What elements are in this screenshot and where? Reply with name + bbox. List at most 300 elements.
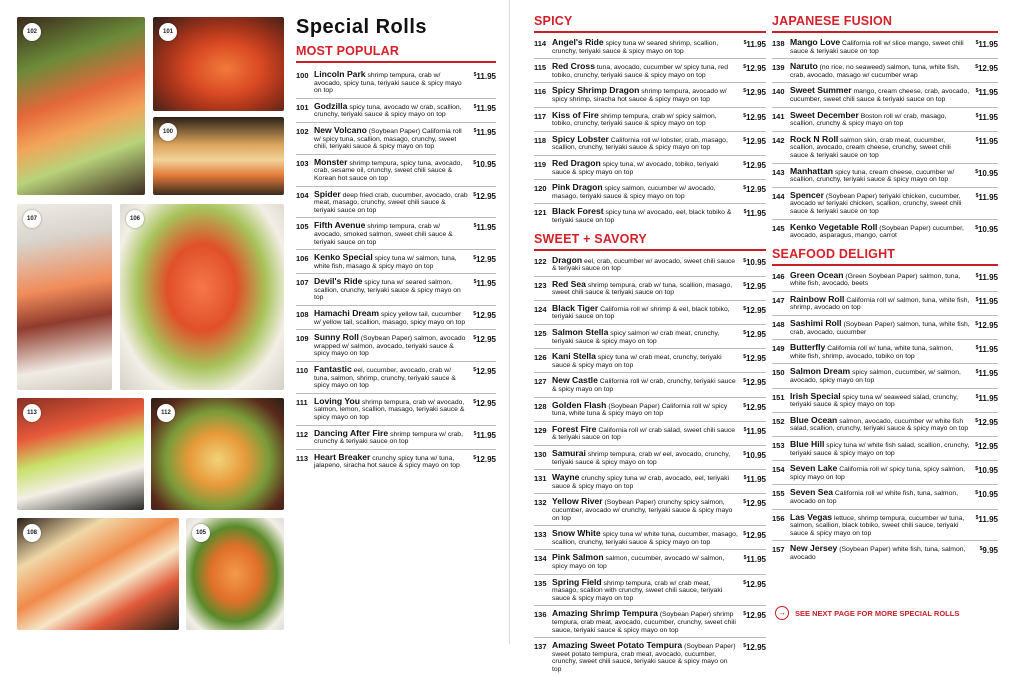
item-price bbox=[976, 88, 998, 97]
item-number: 116 bbox=[534, 87, 546, 96]
item-price-value: 10.95 bbox=[978, 225, 998, 234]
currency-symbol: $ bbox=[976, 137, 979, 143]
item-body bbox=[790, 441, 970, 457]
menu-item bbox=[534, 446, 766, 470]
item-number: 131 bbox=[534, 474, 547, 483]
menu-item bbox=[772, 83, 998, 107]
item-name: Fifth Avenue bbox=[314, 220, 365, 230]
item-number: 154 bbox=[772, 465, 785, 474]
menu-item bbox=[296, 67, 496, 99]
menu-item bbox=[534, 422, 766, 446]
item-number: 114 bbox=[534, 39, 546, 48]
currency-symbol: $ bbox=[976, 369, 979, 375]
item-price bbox=[976, 369, 998, 378]
item-number: 119 bbox=[534, 160, 546, 169]
item-price-value: 11.95 bbox=[476, 72, 496, 81]
item-price bbox=[975, 225, 998, 234]
item-name: Forest Fire bbox=[552, 424, 596, 434]
item-description: shrimp tempura, crab w/ avocado, spicy tuna, teriyaki sauce & spicy mayo on top bbox=[314, 72, 462, 94]
currency-symbol: $ bbox=[743, 113, 746, 119]
item-body bbox=[552, 184, 738, 200]
item-description: spicy tuna w/ seared salmon, scallion, crunchy, teriyaki sauce & spicy mayo on top bbox=[314, 279, 461, 301]
item-name: Golden Flash bbox=[552, 400, 606, 410]
item-price-value: 12.95 bbox=[746, 611, 766, 620]
item-body bbox=[552, 305, 738, 321]
item-description: (Soybean Paper) teriyaki chicken, cucumber, avocado w/ teriyaki chicken, scallion, crunchy, sweet chili sauce & teriyaki sauce on top bbox=[790, 193, 961, 215]
item-name: Pink Salmon bbox=[552, 552, 604, 562]
item-name: Spencer bbox=[790, 190, 824, 200]
item-name: Pink Dragon bbox=[552, 182, 603, 192]
item-description: California roll w/ slice mango, sweet chili sauce & teriyaki sauce on top bbox=[790, 40, 964, 55]
item-name: Sunny Roll bbox=[314, 332, 359, 342]
item-name: Spicy Shrimp Dragon bbox=[552, 85, 639, 95]
item-name: Seven Sea bbox=[790, 487, 833, 497]
item-price-value: 12.95 bbox=[746, 64, 766, 73]
item-body bbox=[552, 160, 738, 176]
menu-item bbox=[534, 277, 766, 301]
item-name: Sweet December bbox=[790, 110, 859, 120]
item-body bbox=[790, 393, 970, 409]
currency-symbol: $ bbox=[975, 490, 978, 496]
item-description: shrimp tempura, crab w/ avocado, salmon, lemon, scallion, masago, teriyaki sauce & spicy mayo on top bbox=[314, 399, 464, 421]
item-price-value: 11.95 bbox=[476, 223, 496, 232]
currency-symbol: $ bbox=[743, 643, 746, 649]
currency-symbol: $ bbox=[474, 223, 477, 229]
item-price-value: 11.95 bbox=[746, 555, 766, 564]
item-name: Spicy Lobster bbox=[552, 134, 609, 144]
item-name: Snow White bbox=[552, 528, 601, 538]
currency-symbol: $ bbox=[744, 475, 747, 481]
item-number: 111 bbox=[296, 398, 308, 407]
currency-symbol: $ bbox=[743, 451, 746, 457]
currency-symbol: $ bbox=[744, 555, 747, 561]
item-name: Naruto bbox=[790, 61, 818, 71]
item-price-value: 11.95 bbox=[746, 475, 766, 484]
item-price-value: 10.95 bbox=[476, 160, 496, 169]
item-body bbox=[790, 272, 970, 288]
currency-symbol: $ bbox=[976, 345, 979, 351]
item-price-value: 10.95 bbox=[746, 258, 766, 267]
item-name: Spring Field bbox=[552, 577, 602, 587]
item-description: spicy salmon, cucumber, w/ salmon, avocado, spicy mayo on top bbox=[790, 369, 961, 384]
item-price bbox=[975, 418, 998, 427]
currency-symbol: $ bbox=[975, 169, 978, 175]
item-number: 140 bbox=[772, 87, 785, 96]
item-price bbox=[980, 546, 998, 555]
menu-item bbox=[296, 394, 496, 426]
item-price-value: 12.95 bbox=[746, 643, 766, 652]
menu-item bbox=[534, 398, 766, 422]
item-name: Rock N Roll bbox=[790, 134, 838, 144]
item-description: spicy salmon w/ crab meat, crunchy, teriyaki sauce & spicy mayo on top bbox=[552, 330, 719, 345]
item-body bbox=[314, 334, 468, 358]
currency-symbol: $ bbox=[975, 321, 978, 327]
item-body bbox=[552, 329, 738, 345]
item-name: Devil's Ride bbox=[314, 276, 362, 286]
item-name: Kiss of Fire bbox=[552, 110, 599, 120]
item-description: California roll w/ salmon, tuna, white fish, shrimp, avocado on top bbox=[790, 297, 969, 312]
menu-item bbox=[772, 364, 998, 388]
item-body bbox=[314, 103, 468, 119]
currency-symbol: $ bbox=[743, 611, 746, 617]
menu-item bbox=[772, 188, 998, 220]
item-price-value: 11.95 bbox=[476, 279, 496, 288]
item-number: 126 bbox=[534, 353, 547, 362]
currency-symbol: $ bbox=[976, 193, 979, 199]
menu-item bbox=[534, 494, 766, 526]
item-description: California roll w/ tuna, white tuna, salmon, white fish, shrimp, avocado, tobiko on top bbox=[790, 345, 953, 360]
item-price bbox=[473, 367, 496, 376]
menu-item bbox=[772, 461, 998, 485]
see-next-page-label: SEE NEXT PAGE FOR MORE SPECIAL ROLLS bbox=[795, 609, 959, 618]
photo-badge: 112 bbox=[157, 404, 175, 422]
item-name: Black Tiger bbox=[552, 303, 598, 313]
menu-item bbox=[772, 316, 998, 340]
item-name: Angel's Ride bbox=[552, 37, 604, 47]
item-name: Red Sea bbox=[552, 279, 586, 289]
item-number: 117 bbox=[534, 112, 546, 121]
item-name: Yellow River bbox=[552, 496, 603, 506]
currency-symbol: $ bbox=[743, 306, 746, 312]
item-body bbox=[790, 320, 970, 336]
item-body bbox=[790, 344, 970, 360]
menu-item bbox=[534, 301, 766, 325]
item-number: 136 bbox=[534, 610, 547, 619]
item-price bbox=[473, 160, 496, 169]
item-number: 115 bbox=[534, 63, 546, 72]
item-name: Seven Lake bbox=[790, 463, 837, 473]
item-price bbox=[743, 643, 766, 652]
item-number: 133 bbox=[534, 530, 547, 539]
item-name: Amazing Shrimp Tempura bbox=[552, 608, 658, 618]
currency-symbol: $ bbox=[743, 137, 746, 143]
item-body bbox=[790, 63, 970, 79]
menu-item bbox=[772, 541, 998, 564]
roll-photo-101 bbox=[153, 17, 284, 111]
item-body bbox=[314, 454, 468, 470]
item-price bbox=[976, 193, 998, 202]
item-price bbox=[473, 255, 496, 264]
currency-symbol: $ bbox=[743, 185, 746, 191]
item-price bbox=[975, 64, 998, 73]
item-description: crunchy spicy tuna w/ crab, avocado, eel, teriyaki sauce & spicy mayo on top bbox=[552, 475, 729, 490]
menu-item bbox=[772, 292, 998, 316]
item-number: 125 bbox=[534, 329, 547, 338]
menu-item bbox=[296, 123, 496, 155]
menu-item bbox=[534, 325, 766, 349]
item-price-value: 12.95 bbox=[476, 367, 496, 376]
item-body bbox=[552, 610, 738, 634]
item-name: Mango Love bbox=[790, 37, 840, 47]
item-price bbox=[743, 354, 766, 363]
item-price bbox=[743, 611, 766, 620]
section-title-most-popular: MOST POPULAR bbox=[296, 44, 496, 63]
item-name: Kani Stella bbox=[552, 351, 596, 361]
item-name: Heart Breaker bbox=[314, 452, 370, 462]
item-description: (Soybean Paper) white fish, tuna, salmon, avocado bbox=[790, 546, 965, 561]
item-number: 139 bbox=[772, 63, 785, 72]
menu-item bbox=[534, 470, 766, 494]
item-price bbox=[473, 192, 496, 201]
item-number: 112 bbox=[296, 430, 308, 439]
roll-photo-108 bbox=[17, 518, 179, 630]
item-number: 138 bbox=[772, 39, 785, 48]
roll-photo-107 bbox=[17, 204, 112, 390]
menu-item bbox=[534, 526, 766, 550]
item-name: Loving You bbox=[314, 396, 360, 406]
item-name: New Jersey bbox=[790, 543, 837, 553]
currency-symbol: $ bbox=[976, 297, 979, 303]
item-price-value: 10.95 bbox=[978, 490, 998, 499]
item-body bbox=[552, 136, 738, 152]
item-price bbox=[744, 209, 766, 218]
item-number: 144 bbox=[772, 192, 785, 201]
item-body bbox=[790, 514, 970, 538]
item-price-value: 11.95 bbox=[978, 394, 998, 403]
menu-item bbox=[772, 268, 998, 292]
item-body bbox=[552, 257, 738, 273]
item-price bbox=[743, 499, 766, 508]
item-name: New Castle bbox=[552, 375, 598, 385]
menu-item bbox=[534, 606, 766, 638]
currency-symbol: $ bbox=[473, 160, 476, 166]
item-price bbox=[975, 169, 998, 178]
item-price-value: 12.95 bbox=[746, 161, 766, 170]
item-body bbox=[790, 112, 970, 128]
column-fusion-seafood bbox=[772, 14, 998, 565]
menu-item bbox=[534, 349, 766, 373]
currency-symbol: $ bbox=[473, 367, 476, 373]
menu-item bbox=[772, 389, 998, 413]
item-body bbox=[552, 498, 738, 522]
item-price bbox=[474, 104, 496, 113]
item-price-value: 11.95 bbox=[978, 193, 998, 202]
item-number: 157 bbox=[772, 545, 785, 554]
item-number: 108 bbox=[296, 310, 309, 319]
currency-symbol: $ bbox=[474, 431, 477, 437]
item-price bbox=[975, 442, 998, 451]
currency-symbol: $ bbox=[743, 531, 746, 537]
item-body bbox=[790, 136, 970, 160]
item-description: shrimp tempura, crab w/ avocado, smoked salmon, sweet chili sauce & teriyaki sauce on top bbox=[314, 223, 453, 245]
menu-item bbox=[772, 164, 998, 188]
item-number: 130 bbox=[534, 450, 547, 459]
item-price-value: 10.95 bbox=[978, 169, 998, 178]
currency-symbol: $ bbox=[975, 225, 978, 231]
item-price bbox=[473, 455, 496, 464]
item-number: 100 bbox=[296, 71, 309, 80]
currency-symbol: $ bbox=[474, 128, 477, 134]
currency-symbol: $ bbox=[743, 354, 746, 360]
item-body bbox=[552, 39, 738, 55]
item-price bbox=[743, 161, 766, 170]
item-description: (Soybean Paper) California roll w/ spicy tuna, scallion, masago, crunchy, sweet chili, teriyaki sauce & spicy mayo on top bbox=[314, 128, 462, 150]
item-price-value: 11.95 bbox=[978, 88, 998, 97]
currency-symbol: $ bbox=[743, 64, 746, 70]
item-description: (Soybean Paper) salmon, tuna, white fish, crab, avocado, cucumber bbox=[790, 321, 970, 336]
item-body bbox=[790, 368, 970, 384]
item-body bbox=[552, 642, 738, 673]
currency-symbol: $ bbox=[473, 255, 476, 261]
item-price-value: 11.95 bbox=[476, 104, 496, 113]
currency-symbol: $ bbox=[743, 580, 746, 586]
item-name: Salmon Stella bbox=[552, 327, 608, 337]
section-title-spicy: SPICY bbox=[534, 14, 766, 33]
item-description: eel, cucumber, avocado, crab w/ tuna, salmon, shrimp, crunchy, teriyaki sauce & spicy mayo on top bbox=[314, 367, 456, 389]
page-fold bbox=[509, 0, 510, 644]
item-description: eel, crab, cucumber w/ avocado, sweet chili sauce & teriyaki sauce on top bbox=[552, 258, 735, 273]
item-number: 121 bbox=[534, 208, 547, 217]
item-number: 104 bbox=[296, 191, 309, 200]
item-description: spicy salmon, cucumber w/ avocado, masago, teriyaki sauce & spicy mayo on top bbox=[552, 185, 716, 200]
see-next-page-link[interactable] bbox=[775, 606, 959, 620]
item-body bbox=[790, 296, 970, 312]
item-price-value: 11.95 bbox=[978, 113, 998, 122]
item-price bbox=[744, 475, 766, 484]
photo-badge: 105 bbox=[192, 524, 210, 542]
item-price bbox=[744, 555, 766, 564]
item-body bbox=[552, 579, 738, 603]
menu-item bbox=[772, 35, 998, 59]
menu-item bbox=[534, 156, 766, 180]
item-price-value: 11.95 bbox=[476, 431, 496, 440]
item-description: shrimp tempura, avocado w/ spicy shrimp, siracha hot sauce & spicy mayo on top bbox=[552, 88, 727, 103]
item-number: 153 bbox=[772, 441, 785, 450]
menu-item bbox=[296, 306, 496, 330]
item-price-value: 12.95 bbox=[978, 418, 998, 427]
item-name: Fantastic bbox=[314, 364, 352, 374]
item-price bbox=[743, 185, 766, 194]
item-description: spicy tuna w/ white fish salad, scallion, crunchy, teriyaki sauce & spicy mayo on top bbox=[790, 442, 969, 457]
roll-photo-100 bbox=[153, 117, 284, 195]
item-description: (no rice, no seaweed) salmon, tuna, white fish, crab, avocado, masago w/ cucumber wrap bbox=[790, 64, 960, 79]
item-price-value: 11.95 bbox=[978, 40, 998, 49]
currency-symbol: $ bbox=[473, 335, 476, 341]
item-description: spicy tuna, cream cheese, cucumber w/ scallion, crunchy, teriyaki sauce & spicy mayo on top bbox=[790, 169, 954, 184]
column-spicy-sweet bbox=[534, 14, 766, 676]
item-number: 127 bbox=[534, 377, 547, 386]
roll-photo-106 bbox=[120, 204, 284, 390]
item-body bbox=[552, 530, 738, 546]
item-number: 129 bbox=[534, 426, 547, 435]
item-name: Irish Special bbox=[790, 391, 841, 401]
item-description: tuna, avocado, cucumber w/ spicy tuna, red tobiko, crunchy, teriyaki sauce & spicy mayo on top bbox=[552, 64, 728, 79]
item-price-value: 12.95 bbox=[746, 306, 766, 315]
item-name: Manhattan bbox=[790, 166, 833, 176]
item-price-value: 12.95 bbox=[476, 455, 496, 464]
item-price bbox=[975, 490, 998, 499]
item-number: 135 bbox=[534, 579, 547, 588]
currency-symbol: $ bbox=[473, 455, 476, 461]
roll-photo-105 bbox=[186, 518, 284, 630]
item-price bbox=[743, 531, 766, 540]
item-description: spicy tuna w/ white tuna, cucumber, masago, scallion, crunchy, teriyaki sauce & spicy mayo on top bbox=[552, 531, 738, 546]
item-number: 109 bbox=[296, 334, 309, 343]
roll-photo-113 bbox=[17, 398, 144, 510]
page-title: Special Rolls bbox=[296, 16, 496, 38]
item-price-value: 12.95 bbox=[746, 137, 766, 146]
currency-symbol: $ bbox=[976, 515, 979, 521]
menu-item bbox=[296, 218, 496, 250]
item-price-value: 12.95 bbox=[746, 330, 766, 339]
currency-symbol: $ bbox=[743, 258, 746, 264]
item-price bbox=[743, 451, 766, 460]
item-price bbox=[976, 394, 998, 403]
photo-badge: 101 bbox=[159, 23, 177, 41]
item-list bbox=[772, 268, 998, 565]
item-price bbox=[744, 40, 766, 49]
menu-item bbox=[534, 550, 766, 574]
item-price-value: 12.95 bbox=[476, 399, 496, 408]
item-price-value: 12.95 bbox=[746, 499, 766, 508]
item-number: 103 bbox=[296, 159, 309, 168]
item-price-value: 11.95 bbox=[978, 515, 998, 524]
item-name: Red Dragon bbox=[552, 158, 601, 168]
item-body bbox=[790, 224, 970, 240]
menu-item bbox=[534, 35, 766, 59]
item-number: 143 bbox=[772, 168, 785, 177]
menu-item bbox=[772, 220, 998, 243]
item-number: 148 bbox=[772, 320, 785, 329]
item-price bbox=[743, 64, 766, 73]
currency-symbol: $ bbox=[743, 403, 746, 409]
currency-symbol: $ bbox=[743, 282, 746, 288]
menu-item bbox=[772, 510, 998, 542]
item-body bbox=[552, 426, 738, 442]
menu-item bbox=[296, 274, 496, 306]
menu-item bbox=[534, 204, 766, 227]
item-name: Las Vegas bbox=[790, 512, 832, 522]
item-number: 122 bbox=[534, 257, 547, 266]
item-price-value: 11.95 bbox=[978, 297, 998, 306]
photo-badge: 102 bbox=[23, 23, 41, 41]
item-name: Dancing After Fire bbox=[314, 428, 388, 438]
item-name: Kenko Special bbox=[314, 252, 373, 262]
item-number: 106 bbox=[296, 254, 309, 263]
item-price-value: 12.95 bbox=[978, 64, 998, 73]
item-price bbox=[473, 311, 496, 320]
item-price bbox=[474, 279, 496, 288]
item-number: 149 bbox=[772, 344, 785, 353]
item-body bbox=[790, 192, 970, 216]
roll-photo-112 bbox=[151, 398, 284, 510]
menu-item bbox=[296, 250, 496, 274]
currency-symbol: $ bbox=[743, 499, 746, 505]
item-price bbox=[976, 273, 998, 282]
item-price bbox=[473, 399, 496, 408]
menu-item bbox=[772, 108, 998, 132]
item-description: deep fried crab, cucumber, avocado, crab meat, masago, crunchy, sweet chili sauce & teriyaki sauce on top bbox=[314, 192, 468, 214]
menu-item bbox=[296, 155, 496, 187]
item-description: shrimp tempura, crab w/ eel, avocado, crunchy, teriyaki sauce & spicy mayo on top bbox=[552, 451, 730, 466]
item-description: (Soybean Paper) crunchy spicy salmon, cucumber, avocado w/ crunchy, teriyaki sauce & spicy mayo on top bbox=[552, 499, 732, 521]
item-price-value: 12.95 bbox=[746, 282, 766, 291]
menu-item bbox=[296, 187, 496, 219]
item-description: salmon skin, crab meat, cucumber, scallion, avocado, cream cheese, crunchy, sweet chili sauce & teriyaki sauce on top bbox=[790, 137, 951, 159]
section-title-japanese-fusion: JAPANESE FUSION bbox=[772, 14, 998, 33]
currency-symbol: $ bbox=[474, 279, 477, 285]
currency-symbol: $ bbox=[474, 104, 477, 110]
item-body bbox=[790, 489, 970, 505]
item-description: spicy tuna w/ salmon, tuna, white fish, masago & spicy mayo on top bbox=[314, 255, 457, 270]
item-number: 123 bbox=[534, 281, 547, 290]
item-description: California roll w/ lobster, crab, masago, scallion, crunchy, teriyaki sauce & spicy mayo on top bbox=[552, 137, 728, 152]
item-number: 107 bbox=[296, 278, 309, 287]
item-name: Dragon bbox=[552, 255, 582, 265]
roll-photo-102 bbox=[17, 17, 145, 195]
item-price bbox=[474, 72, 496, 81]
item-description: crunchy spicy tuna w/ tuna, jalapeno, siracha hot sauce & spicy mayo on top bbox=[314, 455, 460, 470]
